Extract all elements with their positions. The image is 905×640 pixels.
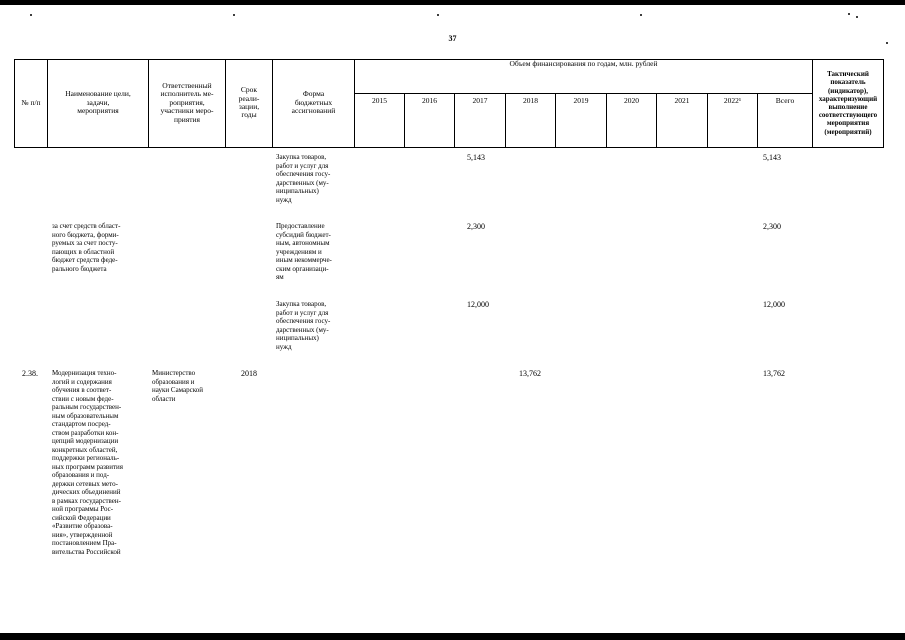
- scan-bottom-border: [0, 633, 905, 640]
- scan-top-border: [0, 0, 905, 5]
- item-number: 2.38.: [22, 369, 38, 378]
- header-term: Срок реали- зации, годы: [238, 85, 260, 120]
- amount-2018: 13,762: [519, 369, 541, 378]
- table-border: [14, 147, 884, 148]
- item-name: за счет средств област- ного бюджета, форми- руемых за счет посту- пающих в областной бюджет средств феде- рального бюджета: [52, 222, 121, 273]
- budget-form: Закупка товаров, работ и услуг для обеспечения госу- дарственных (му- ниципальных) нужд: [276, 300, 331, 351]
- amount-total: 5,143: [763, 153, 781, 162]
- page-number: 37: [448, 34, 457, 43]
- header-year: 2017: [472, 95, 488, 105]
- header-year: 2019: [573, 95, 589, 105]
- budget-form: Закупка товаров, работ и услуг для обеспечения госу- дарственных (му- ниципальных) нужд: [276, 153, 331, 204]
- header-indicator: Тактический показатель (индикатор), характеризующий выполнение соответствующего мероприятия (мероприятий): [818, 70, 878, 136]
- table-border: [883, 59, 884, 148]
- item-term: 2018: [241, 369, 257, 378]
- scan-speck: [30, 14, 32, 16]
- header-total: Всего: [775, 95, 795, 105]
- budget-form: Предоставление субсидий бюджет- ным, автономным учреждениям и иным некоммерче- ским организаци- ям: [276, 222, 332, 281]
- amount-2017: 12,000: [467, 300, 489, 309]
- amount-2017: 2,300: [467, 222, 485, 231]
- amount-total: 13,762: [763, 369, 785, 378]
- header-form: Форма бюджетных ассигнований: [291, 89, 336, 116]
- header-num: № п/п: [21, 97, 41, 107]
- header-funding: Объем финансирования по годам, млн. рублей: [509, 59, 658, 68]
- header-year: 2018: [523, 95, 538, 105]
- header-name: Наименование цели, задачи, мероприятия: [65, 89, 131, 116]
- header-year: 2016: [422, 95, 437, 105]
- header-year: 2021: [674, 95, 690, 105]
- header-year: 2015: [372, 95, 387, 105]
- amount-total: 12,000: [763, 300, 785, 309]
- item-responsible: Министерство образования и науки Самарской области: [152, 369, 204, 403]
- scan-speck: [437, 14, 439, 16]
- amount-2017: 5,143: [467, 153, 485, 162]
- scan-speck: [848, 13, 850, 15]
- scan-speck: [233, 14, 235, 16]
- header-year: 2022¹: [723, 95, 742, 105]
- header-year: 2020: [624, 95, 639, 105]
- scan-speck: [856, 16, 858, 18]
- item-name: Модернизация техно- логий и содержания обучения в соответ- ствии с новым феде- ральным государствен- ным образовательным стандартом посред- ством разработки кон- цепций модернизации конкретных областей, поддержки региональ- ных программ развития образования и под- держки сетевых мето- дических объединений в рамках государствен- ной программы Рос- сийской Федерации «Развитие образова- ния», утвержденной постановлением Пра- вительства Российской: [52, 369, 123, 556]
- header-responsible: Ответственный исполнитель ме- роприятия, участники меро- приятия: [160, 80, 214, 124]
- scan-speck: [640, 14, 642, 16]
- amount-total: 2,300: [763, 222, 781, 231]
- table-header: [14, 59, 884, 148]
